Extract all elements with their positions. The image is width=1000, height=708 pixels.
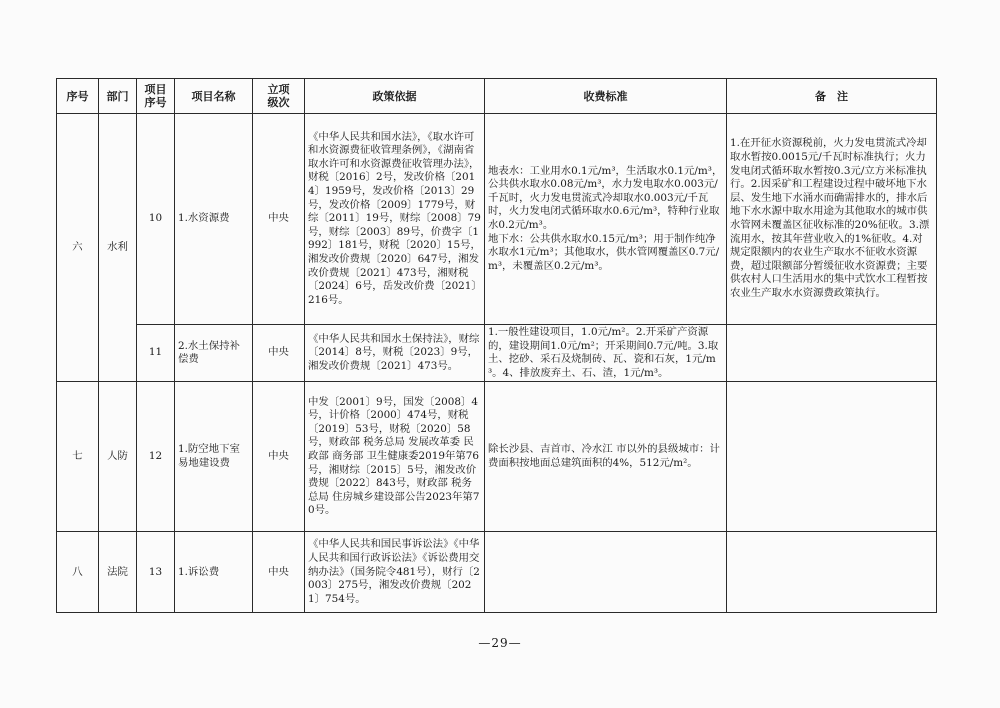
row-basis-cell: 中发〔2001〕9号，国发〔2008〕4号，计价格〔2000〕474号，财税〔2019〕53号，财税〔2020〕58号，财政部 税务总局 发展改革委 民政部 商务部 卫生健康委2019年第76号，湘财综〔2015〕5号，湘发改价费规〔2022〕843号，财政部 税务总局 住房城乡建设部公告2023年第70号。 [305,382,485,532]
row-level-cell: 中央 [253,532,305,613]
fee-table [56,78,937,613]
row-dept-cell: 水利 [99,114,137,382]
row-remarks-cell [727,382,937,532]
header-row [57,79,937,114]
row-remarks-cell: 1.在开征水资源税前，火力发电贯流式冷却取水暂按0.0015元/千瓦时标准执行；火力发电闭式循环取水暂按0.3元/立方米标准执行。2.因采矿和工程建设过程中破坏地下水层、发生地下水涌水而确需排水的，排水后地下水水源中取水用途为其他取水的城市供水管网未覆盖区征收标准的20%征收。3.漂流用水，按其年营业收入的1%征收。4.对规定限额内的农业生产取水不征收水资源费，超过限额部分暂缓征收水资源费；主要供农村人口生活用水的集中式饮水工程暂按农业生产取水水资源费政策执行。 [727,114,937,325]
row-item-seq-cell: 10 [137,114,175,325]
table-row [57,114,937,325]
row-dept-cell: 人防 [99,382,137,532]
header-seq: 序号 [57,79,99,114]
page-number: —29— [478,636,522,650]
row-standard-cell: 1.一般性建设项目，1.0元/m²。2.开采矿产资源的，建设期间1.0元/m²；开采期间0.7元/吨。3.取土、挖砂、采石及烧制砖、瓦、瓷和石灰，1元/m³。4、排放废弃土、石、渣，1元/m³。 [485,325,727,382]
row-basis-cell: 《中华人民共和国民事诉讼法》《中华人民共和国行政诉讼法》《诉讼费用交纳办法》（国务院令481号），财行〔2003〕275号，湘发改价费规〔2021〕754号。 [305,532,485,613]
table-row [57,532,937,613]
row-standard-cell [485,532,727,613]
table-row [57,382,937,532]
row-item-seq-cell: 12 [137,382,175,532]
row-basis-cell: 《中华人民共和国水法》，《取水许可和水资源费征收管理条例》，《湖南省取水许可和水资源费征收管理办法》，财税〔2016〕2号，发改价格〔2014〕1959号，发改价格〔2013〕29号，发改价格〔2009〕1779号，财综〔2011〕19号，财综〔2008〕79号，财综〔2003〕89号，价费字〔1992〕181号，财税〔2020〕15号，湘发改价费规〔2020〕647号，湘发改价费规〔2021〕473号，湘财税〔2024〕6号，岳发改价费〔2021〕216号。 [305,114,485,325]
row-basis-cell: 《中华人民共和国水土保持法》，财综〔2014〕8号，财税〔2023〕9号，湘发改价费规〔2021〕473号。 [305,325,485,382]
header-level: 立项 级次 [253,79,305,114]
row-item-name-cell: 1.水资源费 [175,114,253,325]
header-dept: 部门 [99,79,137,114]
row-dept-cell: 法院 [99,532,137,613]
header-standard: 收费标准 [485,79,727,114]
header-item-name: 项目名称 [175,79,253,114]
header-basis: 政策依据 [305,79,485,114]
row-remarks-cell [727,532,937,613]
row-standard-cell: 地表水：工业用水0.1元/m³，生活取水0.1元/m³，公共供水取水0.08元/m³，水力发电取水0.003元/千瓦时，火力发电贯流式冷却取水0.003元/千瓦时，火力发电闭式循环取水0.6元/m³，特种行业取水0.2元/m³。 地下水：公共供水取水0.15元/m³；用于制作纯净水取水1元/m³；其他取水，供水管网覆盖区0.7元/m³，未覆盖区0.2元/m³。 [485,114,727,325]
header-remarks: 备 注 [727,79,937,114]
header-item-seq: 项目 序号 [137,79,175,114]
row-level-cell: 中央 [253,382,305,532]
table-row [57,325,937,382]
row-seq-cell: 八 [57,532,99,613]
row-level-cell: 中央 [253,325,305,382]
row-item-seq-cell: 13 [137,532,175,613]
row-standard-cell: 除长沙县、吉首市、冷水江 市以外的县级城市：计费面积按地面总建筑面积的4%，512元/m²。 [485,382,727,532]
row-level-cell: 中央 [253,114,305,325]
row-seq-cell: 七 [57,382,99,532]
row-item-name-cell: 1.诉讼费 [175,532,253,613]
row-item-name-cell: 1.防空地下室易地建设费 [175,382,253,532]
row-seq-cell: 六 [57,114,99,382]
row-item-seq-cell: 11 [137,325,175,382]
row-remarks-cell [727,325,937,382]
row-item-name-cell: 2.水土保持补偿费 [175,325,253,382]
